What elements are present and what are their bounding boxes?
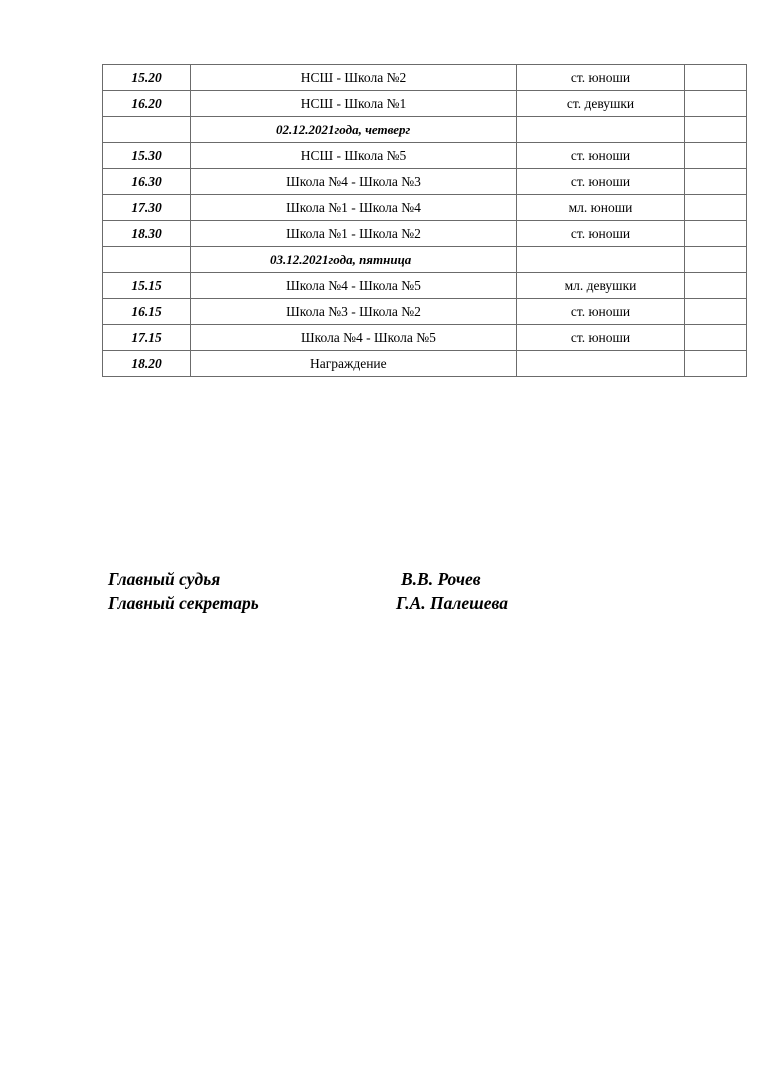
category-cell bbox=[517, 247, 685, 273]
match-cell: Школа №3 - Школа №2 bbox=[191, 299, 517, 325]
chief-secretary-name: Г.А. Палешева bbox=[396, 593, 508, 613]
result-cell bbox=[685, 117, 747, 143]
signature-block bbox=[108, 567, 608, 615]
category-cell: ст. юноши bbox=[517, 325, 685, 351]
category-cell: ст. юноши bbox=[517, 221, 685, 247]
time-cell: 18.20 bbox=[103, 351, 191, 377]
time-cell bbox=[103, 247, 191, 273]
result-cell bbox=[685, 91, 747, 117]
match-cell: Школа №4 - Школа №5 bbox=[191, 325, 517, 351]
table-row bbox=[103, 351, 747, 377]
table-row bbox=[103, 195, 747, 221]
category-cell bbox=[517, 351, 685, 377]
match-cell: НСШ - Школа №1 bbox=[191, 91, 517, 117]
chief-judge-role: Главный судья bbox=[108, 569, 221, 589]
result-cell bbox=[685, 299, 747, 325]
chief-secretary-role: Главный секретарь bbox=[108, 593, 259, 613]
date-row bbox=[103, 117, 747, 143]
schedule-table bbox=[102, 64, 747, 377]
time-cell: 16.20 bbox=[103, 91, 191, 117]
chief-judge-row bbox=[108, 567, 608, 591]
date-heading: 03.12.2021года, пятница bbox=[191, 247, 517, 273]
category-cell: мл. девушки bbox=[517, 273, 685, 299]
result-cell bbox=[685, 325, 747, 351]
time-cell: 15.30 bbox=[103, 143, 191, 169]
chief-secretary-row bbox=[108, 591, 608, 615]
table-row bbox=[103, 143, 747, 169]
date-row bbox=[103, 247, 747, 273]
chief-judge-name: В.В. Рочев bbox=[401, 569, 481, 589]
date-heading: 02.12.2021года, четверг bbox=[191, 117, 517, 143]
time-cell: 17.30 bbox=[103, 195, 191, 221]
table-row bbox=[103, 299, 747, 325]
match-cell: НСШ - Школа №2 bbox=[191, 65, 517, 91]
match-cell: Школа №1 - Школа №2 bbox=[191, 221, 517, 247]
table-row bbox=[103, 221, 747, 247]
match-cell: Школа №4 - Школа №5 bbox=[191, 273, 517, 299]
category-cell: ст. юноши bbox=[517, 65, 685, 91]
table-row bbox=[103, 169, 747, 195]
match-cell: НСШ - Школа №5 bbox=[191, 143, 517, 169]
time-cell: 16.15 bbox=[103, 299, 191, 325]
category-cell: ст. девушки bbox=[517, 91, 685, 117]
result-cell bbox=[685, 65, 747, 91]
table-row bbox=[103, 325, 747, 351]
time-cell: 18.30 bbox=[103, 221, 191, 247]
result-cell bbox=[685, 221, 747, 247]
result-cell bbox=[685, 195, 747, 221]
time-cell bbox=[103, 117, 191, 143]
category-cell: ст. юноши bbox=[517, 299, 685, 325]
table-row bbox=[103, 91, 747, 117]
time-cell: 15.20 bbox=[103, 65, 191, 91]
category-cell: мл. юноши bbox=[517, 195, 685, 221]
time-cell: 15.15 bbox=[103, 273, 191, 299]
time-cell: 16.30 bbox=[103, 169, 191, 195]
category-cell: ст. юноши bbox=[517, 169, 685, 195]
table-row bbox=[103, 273, 747, 299]
result-cell bbox=[685, 273, 747, 299]
result-cell bbox=[685, 143, 747, 169]
result-cell bbox=[685, 351, 747, 377]
result-cell bbox=[685, 169, 747, 195]
category-cell: ст. юноши bbox=[517, 143, 685, 169]
match-cell: Школа №1 - Школа №4 bbox=[191, 195, 517, 221]
result-cell bbox=[685, 247, 747, 273]
category-cell bbox=[517, 117, 685, 143]
award-cell: Награждение bbox=[191, 351, 517, 377]
time-cell: 17.15 bbox=[103, 325, 191, 351]
table-row bbox=[103, 65, 747, 91]
match-cell: Школа №4 - Школа №3 bbox=[191, 169, 517, 195]
